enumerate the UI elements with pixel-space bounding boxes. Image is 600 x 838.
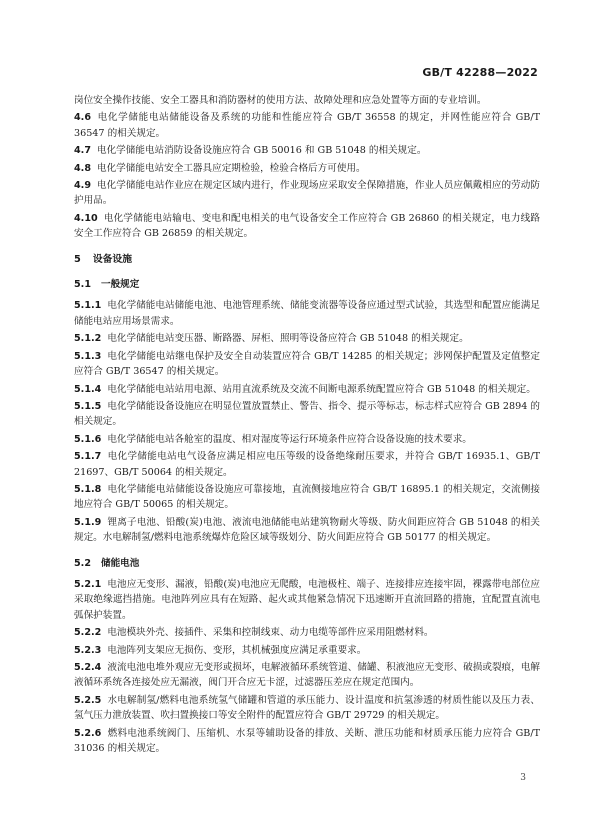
clause-text: 电化学储能电站安全工器具应定期检验，检验合格后方可使用。 [97, 162, 366, 174]
clause-paragraph [74, 693, 540, 724]
clause-paragraph [74, 349, 540, 380]
subsection-heading-5-1 [74, 277, 540, 292]
clause-paragraph [74, 399, 540, 430]
page-number: 3 [520, 773, 526, 783]
clause-number: 4.6 [74, 112, 91, 124]
subsection-number: 5.1 [74, 279, 91, 291]
clause-group-5-2 [74, 577, 540, 756]
clause-paragraph [74, 331, 540, 346]
clause-paragraph [74, 110, 540, 141]
section-number: 5 [74, 253, 81, 265]
clause-number: 5.2.5 [74, 694, 102, 706]
clause-number: 4.9 [74, 180, 91, 192]
clause-text: 电化学储能电站电气设备应满足相应电压等级的设备绝缘耐压要求，并符合 GB/T 16935.1、GB/T 21697、GB/T 50064 的相关规定。 [74, 451, 540, 478]
clause-text: 电化学储能电站输电、变电和配电相关的电气设备安全工作应符合 GB 26860 的相关规定，电力线路安全工作应符合 GB 26859 的相关规定。 [74, 212, 540, 240]
standard-number: GB/T 42288—2022 [422, 66, 538, 79]
clause-number: 4.7 [74, 145, 91, 157]
clause-paragraph [74, 178, 540, 209]
clause-text: 电化学储能电站储能电池、电池管理系统、储能变流器等设备应通过型式试验，其选型和配置应能满足储能电站应用场景需求。 [74, 300, 540, 327]
clause-number: 5.2.1 [74, 578, 102, 590]
clause-number: 5.1.4 [74, 383, 102, 395]
subsection-title: 储能电池 [101, 557, 140, 569]
clause-paragraph [74, 726, 540, 757]
clause-text: 电化学储能电站作业应在规定区域内进行，作业现场应采取安全保障措施，作业人员应佩戴相应的劳动防护用品。 [74, 180, 540, 207]
clause-number: 5.1.2 [74, 333, 102, 345]
clause-text: 电化学储能设备设施应在明显位置放置禁止、警告、指令、提示等标志，标志样式应符合 GB 2894 的相关规定。 [74, 400, 540, 428]
section-title: 设备设施 [92, 253, 133, 265]
clause-number: 5.1.7 [74, 451, 102, 463]
clause-paragraph [74, 382, 540, 397]
clause-paragraph [74, 161, 540, 176]
clause-paragraph [74, 449, 540, 480]
clause-text: 水电解制氢/燃料电池系统氢气储罐和管道的承压能力、设计温度和抗氢渗透的材质性能以及压力表、氢气压力泄放装置、吹扫置换接口等安全附件的配置应符合 GB/T 29729 的相关规定。 [74, 694, 540, 722]
clause-text: 液流电池电堆外观应无变形或损坏，电解液循环系统管道、储罐、积液池应无变形、破损或裂痕，电解液循环系统各连接处应无漏液，阀门开合应无卡涩，过滤器压差应在规定范围内。 [74, 662, 540, 689]
clause-number: 5.1.1 [74, 300, 102, 312]
clause-number: 5.2.2 [74, 627, 102, 639]
clause-text: 电化学储能电站储能设备及系统的功能和性能应符合 GB/T 36558 的规定，并网性能应符合 GB/T 36547 的相关规定。 [74, 112, 540, 139]
clause-number: 5.2.4 [74, 662, 102, 673]
clause-number: 5.2.6 [74, 727, 102, 739]
clause-text: 电化学储能电站储能设备设施应可靠接地，直流侧接地应符合 GB/T 16895.1 的相关规定，交流侧接地应符合 GB/T 50065 的相关规定。 [74, 483, 540, 511]
clause-paragraph [74, 298, 540, 329]
clause-text: 电化学储能电站继电保护及安全自动装置应符合 GB/T 14285 的相关规定；涉网保护配置及定值整定应符合 GB/T 36547 的相关规定。 [74, 350, 540, 378]
clause-text: 电池阵列支架应无损伤、变形，其机械强度应满足承重要求。 [107, 644, 367, 656]
clause-paragraph [74, 577, 540, 623]
clause-paragraph [74, 211, 540, 242]
clause-paragraph [74, 482, 540, 513]
clause-paragraph [74, 643, 540, 658]
continuation-text: 岗位安全操作技能、安全工器具和消防器材的使用方法、故障处理和应急处置等方面的专业培训。 [74, 95, 487, 106]
clause-number: 5.1.8 [74, 483, 102, 495]
document-body [74, 93, 540, 758]
clause-text: 锂离子电池、铅酸(炭)电池、液流电池储能电站建筑物耐火等级、防火间距应符合 GB 51048 的相关规定。水电解制氢/燃料电池系统爆炸危险区域等级划分、防火间距应符合 GB 50177 的相关规定。 [74, 516, 540, 544]
clause-number: 4.8 [74, 162, 91, 174]
clause-number: 4.10 [74, 212, 98, 224]
clause-number: 5.1.9 [74, 516, 102, 528]
clause-paragraph [74, 143, 540, 158]
clause-number: 5.1.5 [74, 400, 102, 412]
subsection-heading-5-2 [74, 556, 540, 571]
clause-text: 燃料电池系统阀门、压缩机、水泵等辅助设备的排放、关断、泄压功能和材质承压能力应符合 GB/T 31036 的相关规定。 [74, 727, 540, 755]
clause-number: 5.1.3 [74, 350, 102, 362]
subsection-number: 5.2 [74, 557, 91, 569]
subsection-title: 一般规定 [101, 279, 140, 291]
clause-text: 电池模块外壳、接插件、采集和控制线束、动力电缆等部件应采用阻燃材料。 [107, 627, 434, 639]
clause-number: 5.1.6 [74, 433, 102, 445]
clause-group-5-1 [74, 298, 540, 545]
clause-paragraph [74, 515, 540, 546]
clause-paragraph [74, 625, 540, 640]
clause-group-4 [74, 110, 540, 241]
section-heading-5 [74, 252, 540, 267]
clause-text: 电化学储能电站消防设备设施应符合 GB 50016 和 GB 51048 的相关规定。 [97, 145, 427, 157]
clause-number: 5.2.3 [74, 644, 102, 656]
clause-text: 电化学储能电站站用电源、站用直流系统及交流不间断电源系统配置应符合 GB 51048 的相关规定。 [107, 383, 536, 395]
clause-paragraph [74, 432, 540, 447]
clause-text: 电化学储能电站各舱室的温度、相对湿度等运行环境条件应符合设备设施的技术要求。 [107, 433, 472, 445]
clause-text: 电池应无变形、漏液，铅酸(炭)电池应无爬酸，电池极柱、端子、连接排应连接牢固，裸露带电部位应采取绝缘遮挡措施。电池阵列应具有在短路、起火或其他紧急情况下迅速断开直流回路的措施，宜配置直流电弧保护装置。 [74, 578, 540, 621]
clause-paragraph [74, 660, 540, 691]
clause-text: 电化学储能电站变压器、断路器、屏柜、照明等设备应符合 GB 51048 的相关规定。 [107, 333, 469, 345]
